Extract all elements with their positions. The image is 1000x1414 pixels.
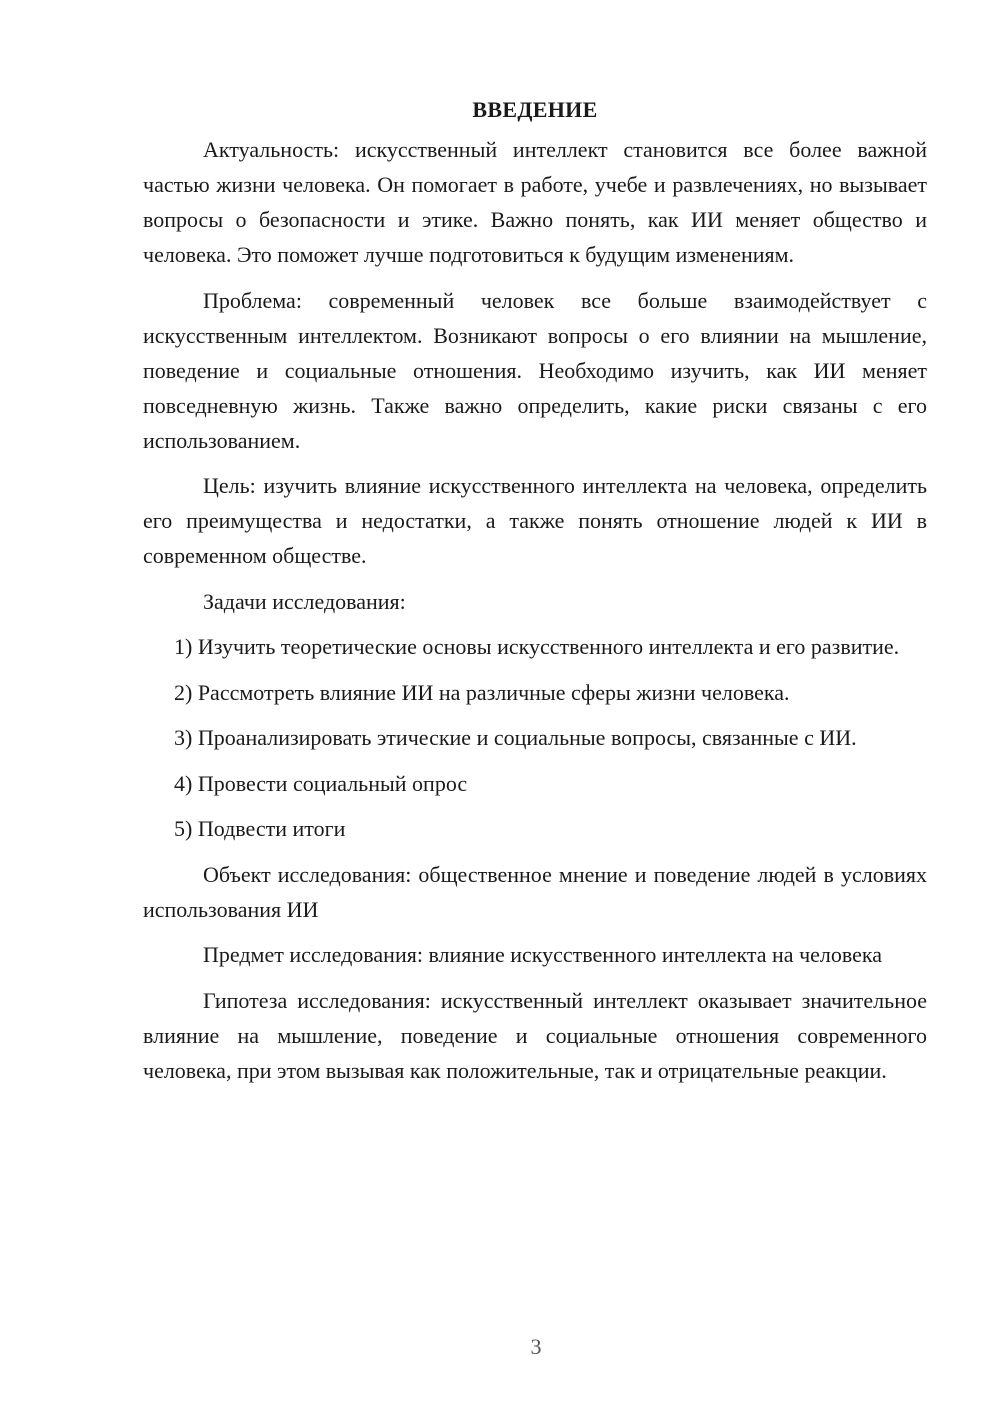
problem-paragraph: Проблема: современный человек все больше взаимодействует с искусственным интеллектом. Возникают вопросы о его влиянии на мышление, поведение и социальные отношения. Необходимо изучить, как ИИ меняет повседневную жизнь. Также важно определить, какие риски связаны с его использованием. [143, 287, 927, 453]
task-item: 1) Изучить теоретические основы искусственного интеллекта и его развитие. [174, 634, 900, 659]
goal-paragraph: Цель: изучить влияние искусственного интеллекта на человека, определить его преимущества и недостатки, а также понять отношение людей к ИИ в современном обществе. [143, 473, 927, 568]
section-heading: ВВЕДЕНИЕ [472, 97, 598, 122]
task-item: 2) Рассмотреть влияние ИИ на различные сферы жизни человека. [174, 679, 790, 705]
tasks-heading: Задачи исследования: [203, 588, 406, 614]
page-content [143, 92, 927, 1098]
task-item: 5) Подвести итоги [174, 816, 346, 841]
task-item: 4) Провести социальный опрос [174, 770, 468, 796]
hypothesis-paragraph: Гипотеза исследования: искусственный интеллект оказывает значительное влияние на мышление, поведение и социальные отношения современного человека, при этом вызывая как положительные, так и отрицательные реакции. [143, 987, 927, 1083]
object-paragraph: Объект исследования: общественное мнение и поведение людей в условиях использования ИИ [143, 861, 927, 922]
page-number: 3 [530, 1334, 542, 1359]
subject-paragraph: Предмет исследования: влияние искусственного интеллекта на человека [203, 942, 883, 967]
task-item: 3) Проанализировать этические и социальные вопросы, связанные с ИИ. [174, 725, 857, 750]
relevance-paragraph: Актуальность: искусственный интеллект становится все более важной частью жизни человека. Он помогает в работе, учебе и развлечениях, но вызывает вопросы о безопасности и этике. Важно понять, как ИИ меняет общество и человека. Это поможет лучше подготовиться к будущим изменениям. [143, 137, 927, 267]
